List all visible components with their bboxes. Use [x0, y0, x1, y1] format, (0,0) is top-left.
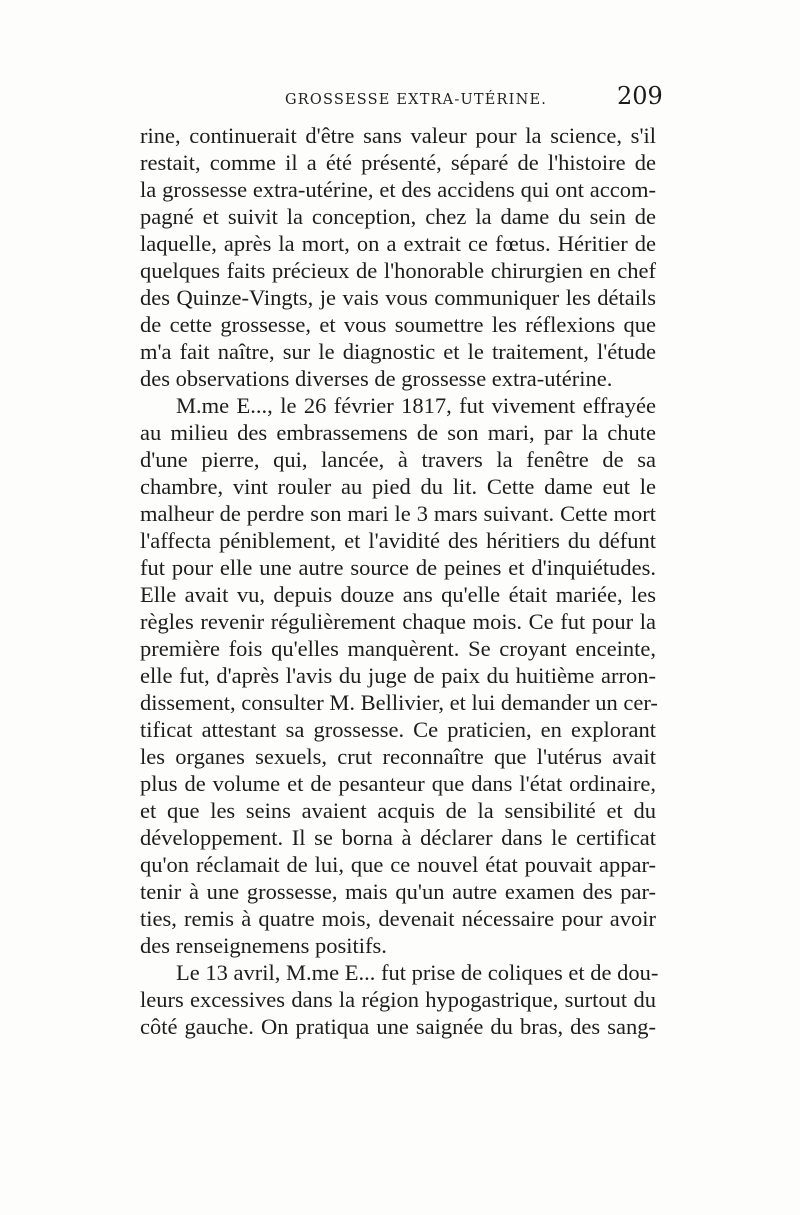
text-line: développement. Il se borna à déclarer dans le certificat — [140, 825, 656, 850]
text-line: pagné et suivit la conception, chez la dame du sein de — [140, 204, 656, 229]
text-line: de cette grossesse, et vous soumettre les réflexions que — [140, 312, 656, 337]
text-line: Le 13 avril, M.me E... fut prise de coliques et de dou- — [176, 960, 659, 985]
text-line: règles revenir régulièrement chaque mois. Ce fut pour la — [140, 609, 656, 634]
text-line: elle fut, d'après l'avis du juge de paix du huitième arron- — [140, 663, 656, 688]
text-line: des observations diverses de grossesse extra-utérine. — [140, 366, 613, 391]
paragraph — [140, 392, 656, 959]
text-line: Elle avait vu, depuis douze ans qu'elle était mariée, les — [140, 582, 656, 607]
text-line: première fois qu'elles manquèrent. Se croyant enceinte, — [140, 636, 656, 661]
text-line: laquelle, après la mort, on a extrait ce fœtus. Héritier de — [140, 231, 656, 256]
text-line: chambre, vint rouler au pied du lit. Cette dame eut le — [140, 474, 656, 499]
text-line: ties, remis à quatre mois, devenait nécessaire pour avoir — [140, 906, 656, 931]
text-line: et que les seins avaient acquis de la sensibilité et du — [140, 798, 656, 823]
text-line: rine, continuerait d'être sans valeur pour la science, s'il — [140, 123, 656, 148]
text-line: fut pour elle une autre source de peines et d'inquiétudes. — [140, 555, 656, 580]
text-line: tenir à une grossesse, mais qu'un autre examen des par- — [140, 879, 656, 904]
text-line: restait, comme il a été présenté, séparé de l'histoire de — [140, 150, 656, 175]
text-line: d'une pierre, qui, lancée, à travers la fenêtre de sa — [140, 447, 656, 472]
text-line: au milieu des embrassemens de son mari, par la chute — [140, 420, 656, 445]
text-line: leurs excessives dans la région hypogastrique, surtout du — [140, 987, 656, 1012]
text-line: dissement, consulter M. Bellivier, et lui demander un cer- — [140, 690, 658, 715]
text-line: m'a fait naître, sur le diagnostic et le traitement, l'étude — [140, 339, 656, 364]
text-line: M.me E..., le 26 février 1817, fut vivement effrayée — [176, 393, 656, 418]
text-line: plus de volume et de pesanteur que dans l'état ordinaire, — [140, 771, 656, 796]
page-number: 209 — [617, 82, 663, 110]
paragraph — [140, 959, 659, 1040]
text-line: les organes sexuels, crut reconnaître que l'utérus avait — [140, 744, 656, 769]
text-line: tificat attestant sa grossesse. Ce praticien, en explorant — [140, 717, 656, 742]
text-line: la grossesse extra-utérine, et des accidens qui ont accom- — [140, 177, 656, 202]
paragraph — [140, 122, 656, 392]
body-text — [140, 122, 659, 1040]
running-head: GROSSESSE EXTRA-UTÉRINE. — [285, 92, 548, 108]
text-line: des Quinze-Vingts, je vais vous communiquer les détails — [140, 285, 656, 310]
text-line: côté gauche. On pratiqua une saignée du bras, des sang- — [140, 1014, 656, 1039]
text-line: qu'on réclamait de lui, que ce nouvel état pouvait appar- — [140, 852, 656, 877]
text-line: des renseignemens positifs. — [140, 933, 387, 958]
text-line: malheur de perdre son mari le 3 mars suivant. Cette mort — [140, 501, 656, 526]
text-line: l'affecta péniblement, et l'avidité des héritiers du défunt — [140, 528, 656, 553]
text-line: quelques faits précieux de l'honorable chirurgien en chef — [140, 258, 656, 283]
